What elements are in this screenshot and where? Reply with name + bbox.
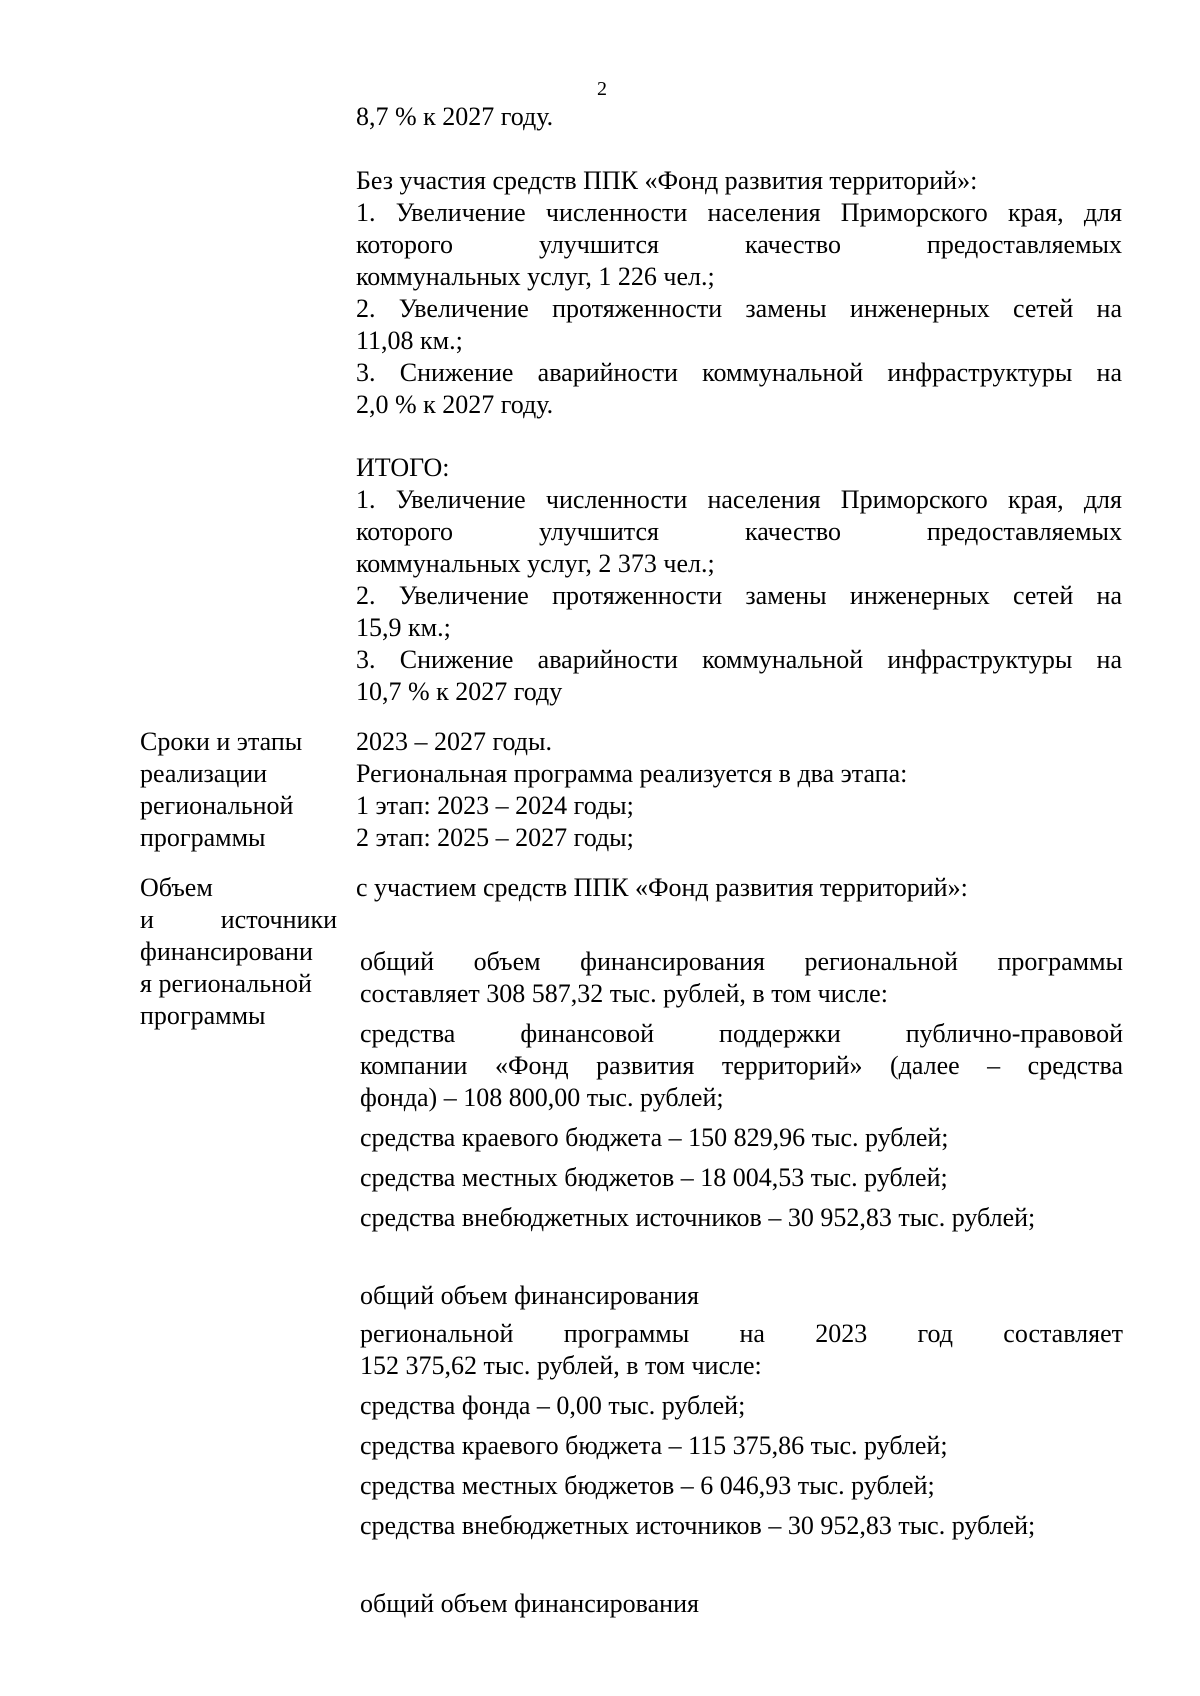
terms-value-line-1: 2023 – 2027 годы.	[356, 727, 552, 756]
total-item-3-line-2: 10,7 % к 2027 году	[356, 677, 563, 706]
without-fund-item-1-line-1: 1. Увеличение численности населения Приморского края, для	[356, 198, 1122, 227]
funding-extrabudgetary: средства внебюджетных источников – 30 952,83 тыс. рублей;	[360, 1203, 1036, 1232]
funding-fund-line-1: средства финансовой поддержки публично-правовой	[360, 1019, 1123, 1048]
funding-2023-line-1: региональной программы на 2023 год составляет	[360, 1319, 1123, 1348]
total-item-1-line-2: которого улучшится качество предоставляемых	[356, 517, 1122, 546]
terms-value-line-3: 1 этап: 2023 – 2024 годы;	[356, 791, 634, 820]
without-fund-item-1-line-2: которого улучшится качество предоставляемых	[356, 230, 1122, 259]
funding-local-budgets: средства местных бюджетов – 18 004,53 тыс. рублей;	[360, 1163, 948, 1192]
total-item-2-line-2: 15,9 км.;	[356, 613, 451, 642]
funding-next-intro: общий объем финансирования	[360, 1589, 699, 1618]
funding-label-line-4: я региональной	[140, 969, 312, 998]
without-fund-heading: Без участия средств ППК «Фонд развития территорий»:	[356, 166, 978, 195]
terms-label-line-1: Сроки и этапы	[140, 727, 303, 756]
continued-line: 8,7 % к 2027 году.	[356, 102, 554, 131]
funding-2023-extrabudgetary: средства внебюджетных источников – 30 952,83 тыс. рублей;	[360, 1511, 1036, 1540]
total-item-1-line-1: 1. Увеличение численности населения Приморского края, для	[356, 485, 1122, 514]
funding-2023-local-budgets: средства местных бюджетов – 6 046,93 тыс. рублей;	[360, 1471, 935, 1500]
funding-2023-line-2: 152 375,62 тыс. рублей, в том числе:	[360, 1351, 762, 1380]
funding-regional-budget: средства краевого бюджета – 150 829,96 тыс. рублей;	[360, 1123, 949, 1152]
terms-label-line-4: программы	[140, 823, 266, 852]
total-item-3-line-1: 3. Снижение аварийности коммунальной инфраструктуры на	[356, 645, 1122, 674]
funding-2023-regional-budget: средства краевого бюджета – 115 375,86 тыс. рублей;	[360, 1431, 948, 1460]
page-number: 2	[597, 78, 607, 100]
funding-2023-intro: общий объем финансирования	[360, 1281, 699, 1310]
funding-total-line-1: общий объем финансирования региональной программы	[360, 947, 1123, 976]
funding-fund-line-2: компании «Фонд развития территорий» (далее – средства	[360, 1051, 1123, 1080]
funding-label-line-1: Объем	[140, 873, 213, 902]
without-fund-item-3-line-2: 2,0 % к 2027 году.	[356, 390, 554, 419]
total-heading: ИТОГО:	[356, 453, 450, 482]
terms-value-line-4: 2 этап: 2025 – 2027 годы;	[356, 823, 634, 852]
funding-label-line-2: и источники	[140, 905, 337, 934]
terms-label-line-3: региональной	[140, 791, 294, 820]
funding-label-line-5: программы	[140, 1001, 266, 1030]
funding-total-line-2: составляет 308 587,32 тыс. рублей, в том числе:	[360, 979, 888, 1008]
without-fund-item-2-line-1: 2. Увеличение протяженности замены инженерных сетей на	[356, 294, 1122, 323]
without-fund-item-2-line-2: 11,08 км.;	[356, 326, 463, 355]
funding-with-fund-heading: с участием средств ППК «Фонд развития территорий»:	[356, 873, 968, 902]
terms-value-line-2: Региональная программа реализуется в два этапа:	[356, 759, 908, 788]
funding-2023-fund: средства фонда – 0,00 тыс. рублей;	[360, 1391, 746, 1420]
total-item-1-line-3: коммунальных услуг, 2 373 чел.;	[356, 549, 715, 578]
terms-label-line-2: реализации	[140, 759, 268, 788]
funding-label-line-3: финансировани	[140, 937, 313, 966]
total-item-2-line-1: 2. Увеличение протяженности замены инженерных сетей на	[356, 581, 1122, 610]
without-fund-item-1-line-3: коммунальных услуг, 1 226 чел.;	[356, 262, 715, 291]
funding-fund-line-3: фонда) – 108 800,00 тыс. рублей;	[360, 1083, 724, 1112]
without-fund-item-3-line-1: 3. Снижение аварийности коммунальной инфраструктуры на	[356, 358, 1122, 387]
